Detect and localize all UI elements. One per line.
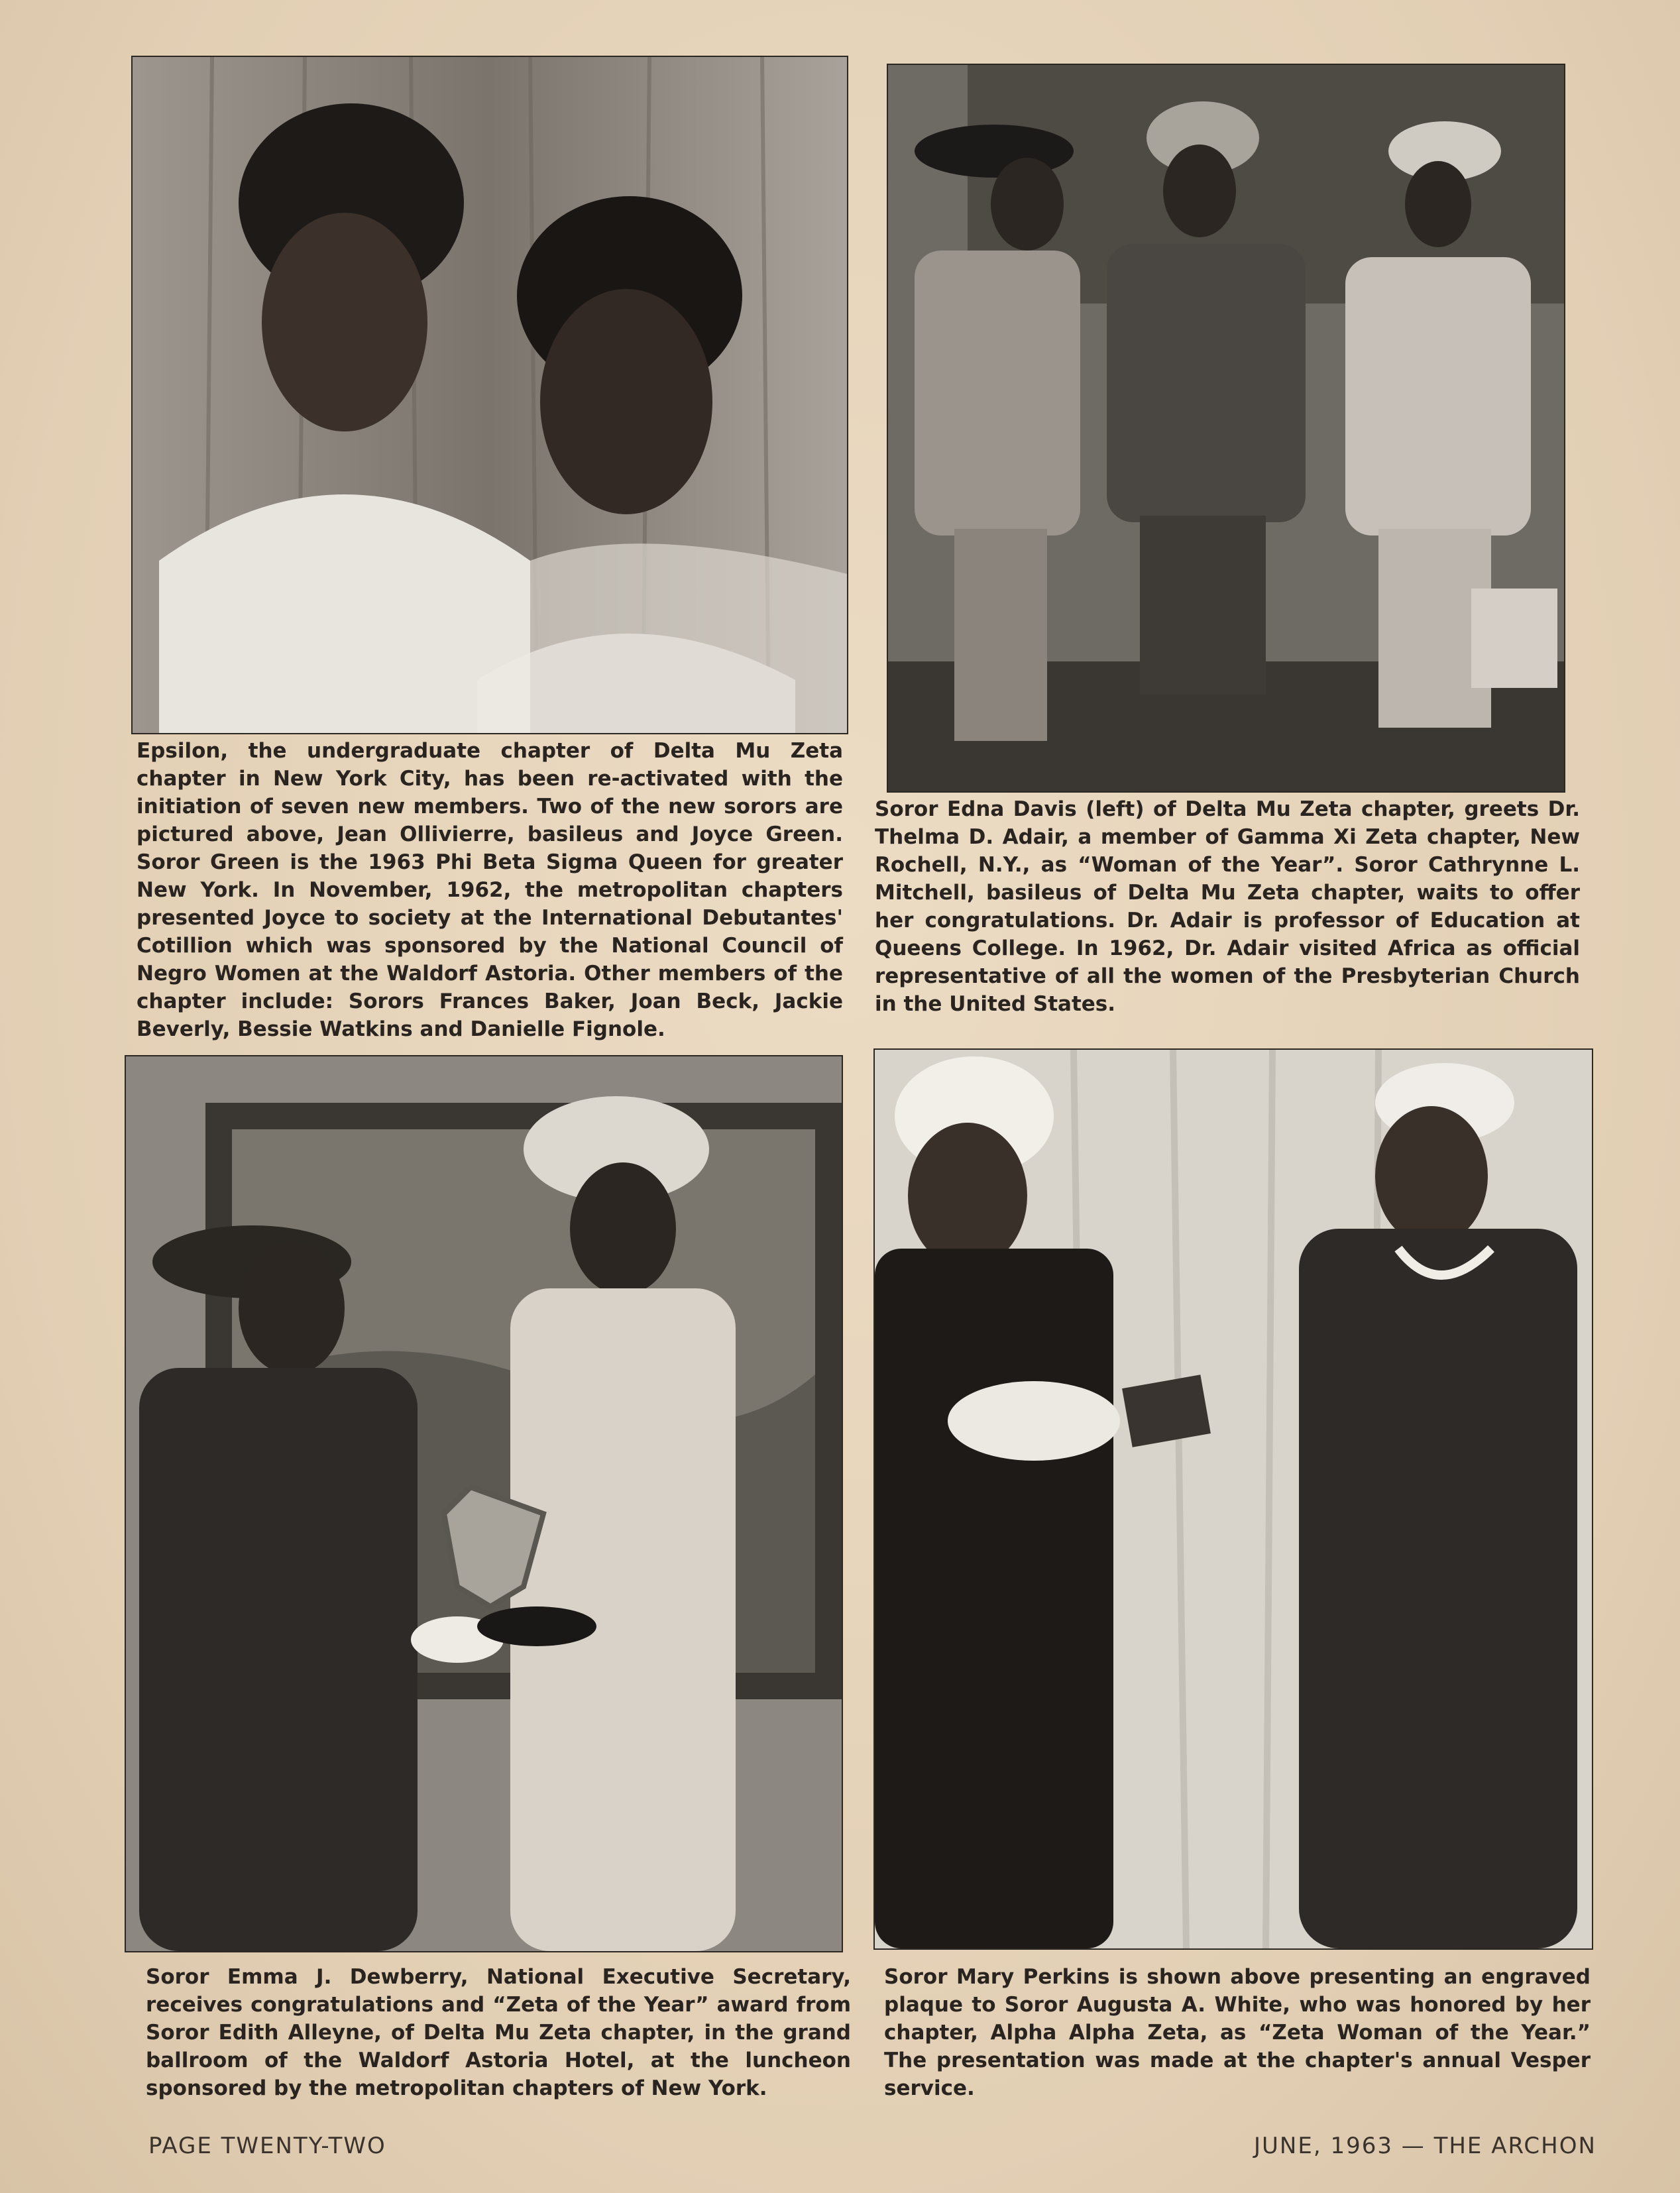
caption-zeta-woman-of-the-year: Soror Mary Perkins is shown above presenting an engraved plaque to Soror Augusta A. White, who was honored by her chapter, Alpha Alpha Zeta, as “Zeta Woman of the Year.” The presentation was made at the chapter's annual Vesper service. [884, 1965, 1591, 2100]
photo-vesper-plaque-presentation [873, 1048, 1593, 1950]
caption-zeta-of-the-year: Soror Emma J. Dewberry, National Executive Secretary, receives congratulations and “Zeta of the Year” award from Soror Edith Alleyne, of Delta Mu Zeta chapter, in the grand ballroom of the Waldorf Astoria Hotel, at the luncheon sponsored by the metropolitan chapters of New York. [146, 1965, 851, 2100]
issue-date: JUNE, 1963 — THE ARCHON [1254, 2133, 1596, 2159]
caption-woman-of-the-year: Soror Edna Davis (left) of Delta Mu Zeta chapter, greets Dr. Thelma D. Adair, a member of Gamma Xi Zeta chapter, New Rochell, N.Y., as “Woman of the Year”. Soror Cathrynne L. Mitchell, basileus of Delta Mu Zeta chapter, waits to offer her congratulations. Dr. Adair is professor of Education at Queens College. In 1962, Dr. Adair visited Africa as official representative of all the women of the Presbyterian Church in the United States. [875, 797, 1580, 1016]
caption-epsilon-chapter: Epsilon, the undergraduate chapter of Delta Mu Zeta chapter in New York City, has been re-activated with the initiation of seven new members. Two of the new sorors are pictured above, Jean Ollivierre, basileus and Joyce Green. Soror Green is the 1963 Phi Beta Sigma Queen for greater New York. In November, 1962, the metropolitan chapters presented Joyce to society at the International Debutantes' Cotillion which was sponsored by the National Council of Negro Women at the Waldorf Astoria. Other members of the chapter include: Sorors Frances Baker, Joan Beck, Jackie Beverly, Bessie Watkins and Danielle Fignole. [137, 739, 843, 1041]
photo-two-debutantes [131, 56, 848, 734]
photo-zeta-of-the-year-award [125, 1055, 843, 1952]
photo-three-women-greeting [887, 64, 1565, 793]
page-number: PAGE TWENTY-TWO [148, 2133, 386, 2159]
